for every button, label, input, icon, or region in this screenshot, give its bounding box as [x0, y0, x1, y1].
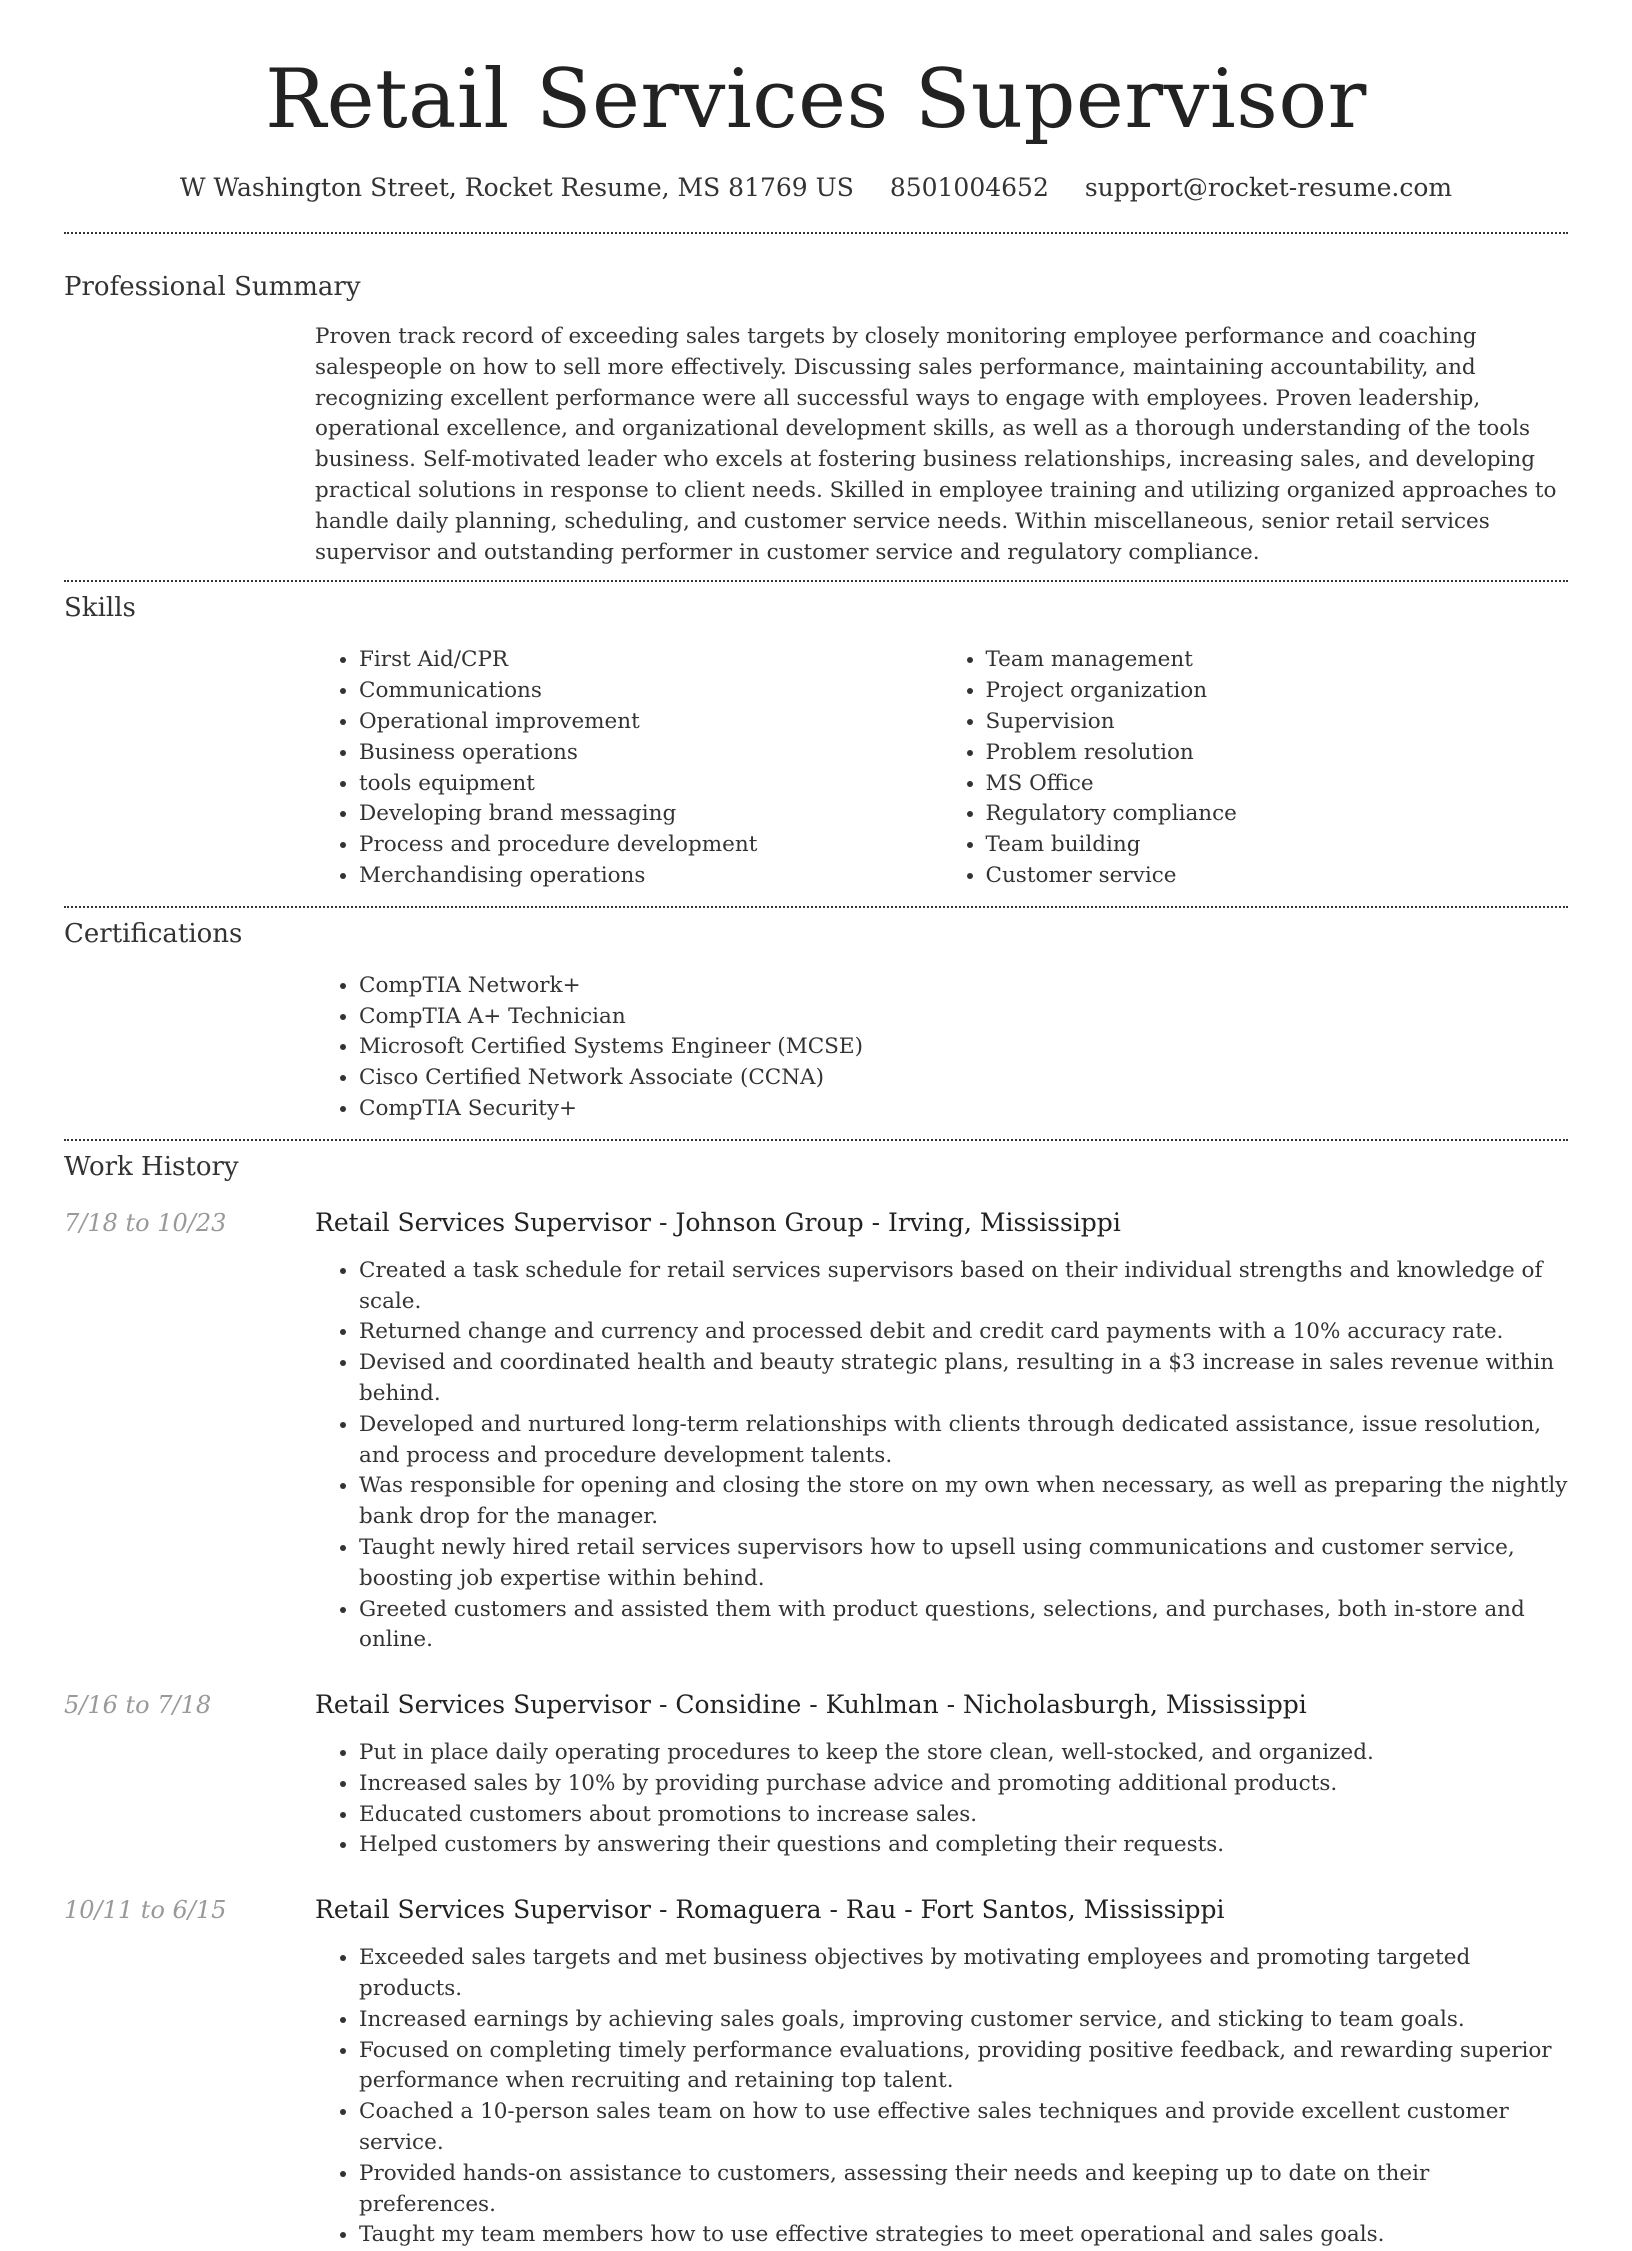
job-bullet: • Increased earnings by achieving sales goals, improving customer service, and sticking to team goals.	[359, 2005, 1568, 2036]
job-header	[64, 1688, 1568, 1722]
skill-item: • Process and procedure development	[359, 830, 942, 861]
job-bullets	[315, 1943, 1568, 2251]
job-bullet: • Educated customers about promotions to increase sales.	[359, 1800, 1568, 1831]
job-bullet: • Returned change and currency and processed debit and credit card payments with a 10% accuracy rate.	[359, 1317, 1568, 1348]
work-history-title: Work History	[64, 1151, 239, 1182]
job-entry	[64, 1206, 1568, 1656]
job-bullet: • Focused on completing timely performance evaluations, providing positive feedback, and rewarding superior performance when recruiting and retaining top talent.	[359, 2036, 1568, 2098]
skills-list-left	[315, 645, 942, 891]
summary-title: Professional Summary	[64, 272, 361, 302]
skill-item: • tools equipment	[359, 769, 942, 800]
summary-text: Proven track record of exceeding sales targets by closely monitoring employee performance and coaching salespeople on how to sell more effectively. Discussing sales performance, maintaining accountability, and recognizing excellent performance were all successful ways to engage with employees. Proven leadership, operational excellence, and organizational development skills, as well as a thorough understanding of the tools business. Self-motivated leader who excels at fostering business relationships, increasing sales, and developing practical solutions in response to client needs. Skilled in employee training and utilizing organized approaches to handle daily planning, scheduling, and customer service needs. Within miscellaneous, senior retail services supervisor and outstanding performer in customer service and regulatory compliance.	[315, 324, 1557, 565]
skill-item: • Developing brand messaging	[359, 799, 942, 830]
skill-item: • Regulatory compliance	[986, 799, 1569, 830]
contact-phone: 8501004652	[889, 173, 1049, 202]
job-bullets	[315, 1256, 1568, 1656]
job-bullets	[315, 1738, 1568, 1861]
certification-item: • CompTIA A+ Technician	[359, 1002, 1568, 1033]
skills-section	[64, 582, 1568, 891]
certification-item: • Cisco Certified Network Associate (CCNA)	[359, 1063, 1568, 1094]
certification-item: • CompTIA Security+	[359, 1094, 1568, 1125]
skills-title: Skills	[64, 593, 136, 624]
job-dates: 5/16 to 7/18	[64, 1691, 212, 1720]
job-entry	[64, 1893, 1568, 2251]
job-bullet: • Exceeded sales targets and met business objectives by motivating employees and promoting targeted products.	[359, 1943, 1568, 2005]
job-title: Retail Services Supervisor - Romaguera - Rau - Fort Santos, Mississippi	[315, 1895, 1225, 1925]
summary-section	[64, 234, 1568, 568]
certifications-title: Certifications	[64, 918, 243, 949]
contact-line	[64, 170, 1568, 206]
skill-item: • Merchandising operations	[359, 861, 942, 892]
job-bullet: • Taught my team members how to use effective strategies to meet operational and sales goals.	[359, 2220, 1568, 2251]
job-bullet: • Put in place daily operating procedures to keep the store clean, well-stocked, and organized.	[359, 1738, 1568, 1769]
certification-item: • Microsoft Certified Systems Engineer (MCSE)	[359, 1032, 1568, 1063]
skills-columns	[315, 645, 1568, 891]
skill-item: • Customer service	[986, 861, 1569, 892]
job-title: Retail Services Supervisor - Johnson Group - Irving, Mississippi	[315, 1207, 1121, 1237]
job-dates: 10/11 to 6/15	[64, 1896, 227, 1925]
job-bullet: • Created a task schedule for retail services supervisors based on their individual strengths and knowledge of scale.	[359, 1256, 1568, 1318]
job-header	[64, 1893, 1568, 1927]
skill-item: • Supervision	[986, 707, 1569, 738]
contact-email: support@rocket-resume.com	[1084, 173, 1453, 202]
skill-item: • First Aid/CPR	[359, 645, 942, 676]
job-bullet: • Taught newly hired retail services supervisors how to upsell using communications and customer service, boosting job expertise within behind.	[359, 1533, 1568, 1595]
job-bullet: • Was responsible for opening and closing the store on my own when necessary, as well as preparing the nightly bank drop for the manager.	[359, 1471, 1568, 1533]
skill-item: • MS Office	[986, 769, 1569, 800]
job-bullet: • Helped customers by answering their questions and completing their requests.	[359, 1830, 1568, 1861]
skill-item: • Team management	[986, 645, 1569, 676]
work-history-section	[64, 1141, 1568, 2251]
contact-address: W Washington Street, Rocket Resume, MS 81769 US	[179, 173, 854, 202]
job-bullet: • Devised and coordinated health and beauty strategic plans, resulting in a $3 increase in sales revenue within behind.	[359, 1348, 1568, 1410]
certifications-section	[64, 908, 1568, 1125]
skills-list-right	[942, 645, 1569, 891]
job-bullet: • Developed and nurtured long-term relationships with clients through dedicated assistance, issue resolution, and process and procedure development talents.	[359, 1410, 1568, 1472]
job-entry	[64, 1688, 1568, 1861]
job-dates: 7/18 to 10/23	[64, 1208, 227, 1237]
job-bullet: • Coached a 10-person sales team on how to use effective sales techniques and provide excellent customer service.	[359, 2097, 1568, 2159]
job-bullet: • Provided hands-on assistance to customers, assessing their needs and keeping up to date on their preferences.	[359, 2159, 1568, 2221]
job-bullet: • Greeted customers and assisted them with product questions, selections, and purchases, both in-store and online.	[359, 1595, 1568, 1657]
certifications-list	[315, 971, 1568, 1125]
skill-item: • Operational improvement	[359, 707, 942, 738]
skill-item: • Business operations	[359, 738, 942, 769]
resume-name: Retail Services Supervisor	[265, 53, 1367, 147]
skill-item: • Problem resolution	[986, 738, 1569, 769]
skill-item: • Project organization	[986, 676, 1569, 707]
skill-item: • Team building	[986, 830, 1569, 861]
job-bullet: • Increased sales by 10% by providing purchase advice and promoting additional products.	[359, 1769, 1568, 1800]
job-title: Retail Services Supervisor - Considine - Kuhlman - Nicholasburgh, Mississippi	[315, 1690, 1307, 1720]
certification-item: • CompTIA Network+	[359, 971, 1568, 1002]
skill-item: • Communications	[359, 676, 942, 707]
job-header	[64, 1206, 1568, 1240]
